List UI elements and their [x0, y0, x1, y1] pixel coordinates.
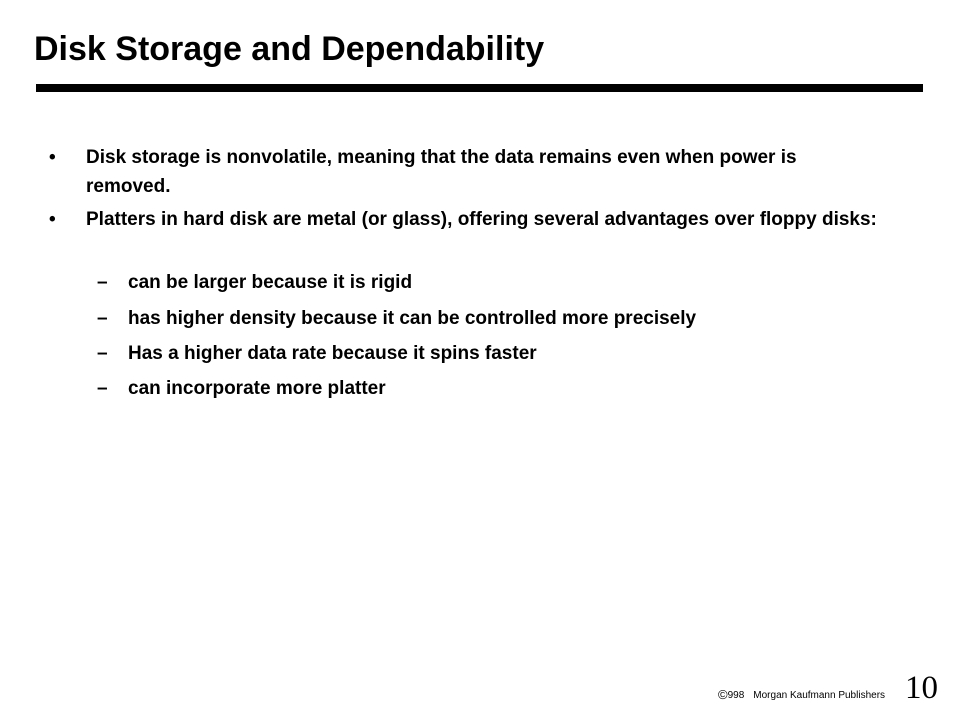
sub-bullet-text: Has a higher data rate because it spins faster: [128, 343, 537, 364]
sub-bullet-item: [97, 339, 908, 368]
dash-marker: –: [97, 378, 108, 399]
publisher-name: Morgan Kaufmann Publishers: [753, 690, 886, 701]
footer-copyright: [718, 688, 885, 703]
bullet-item: [49, 205, 886, 234]
copyright-year: 998: [727, 690, 745, 701]
sub-bullet-item: [97, 268, 908, 297]
sub-bullet-item: [97, 304, 908, 333]
sub-bullet-text: can be larger because it is rigid: [128, 272, 413, 293]
copyright-symbol: ©: [718, 687, 728, 702]
title-underline-rule: [36, 84, 923, 92]
sub-bullet-item: [97, 374, 908, 403]
sub-bullet-text: has higher density because it can be controlled more precisely: [128, 308, 697, 329]
bullet-marker: •: [49, 147, 56, 168]
slide-number: 10: [905, 670, 938, 706]
sub-bullet-text: can incorporate more platter: [128, 378, 386, 399]
bullet-text: Platters in hard disk are metal (or glass), offering several advantages over floppy disks:: [86, 209, 877, 230]
slide-title: Disk Storage and Dependability: [34, 30, 545, 68]
dash-marker: –: [97, 272, 108, 293]
bullet-marker: •: [49, 209, 56, 230]
bullet-text: Disk storage is nonvolatile, meaning that the data remains even when power is removed.: [86, 147, 797, 197]
dash-marker: –: [97, 343, 108, 364]
dash-marker: –: [97, 308, 108, 329]
bullet-item: [49, 143, 886, 201]
